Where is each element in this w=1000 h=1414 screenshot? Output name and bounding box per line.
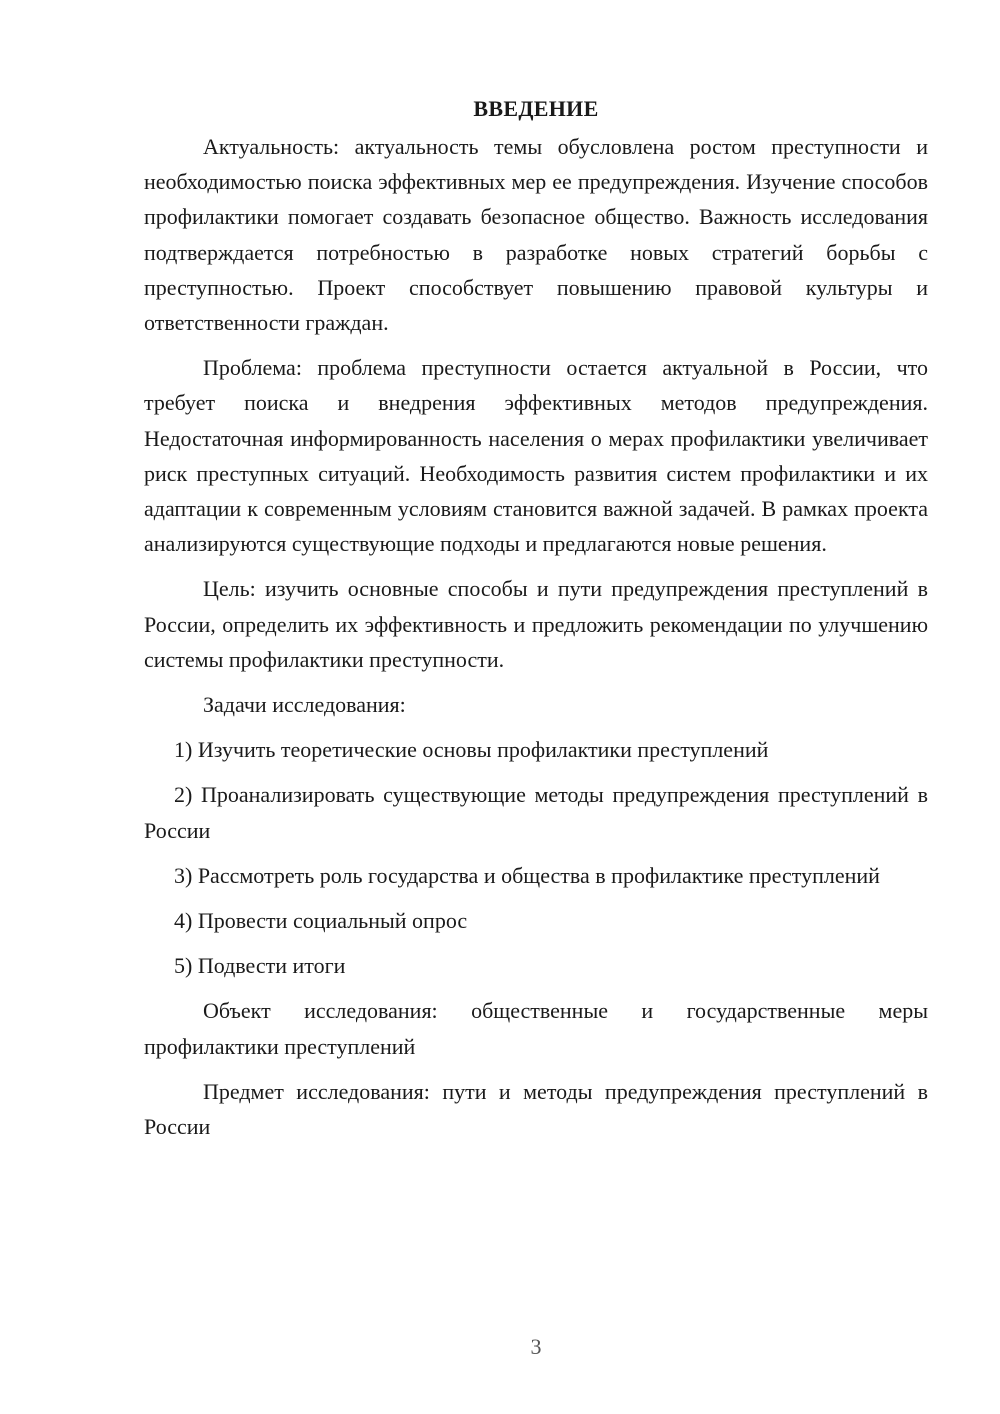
paragraph-object: Объект исследования: общественные и государственные меры профилактики преступлений xyxy=(144,998,928,1059)
paragraph-goal: Цель: изучить основные способы и пути предупреждения преступлений в России, определить их эффективность и предложить рекомендации по улучшению системы профилактики преступности. xyxy=(144,576,928,672)
task-item-1: 1) Изучить теоретические основы профилактики преступлений xyxy=(174,737,769,763)
paragraph-problem: Проблема: проблема преступности остается актуальной в России, что требует поиска и внедрения эффективных методов предупреждения. Недостаточная информированность населения о мерах профилактики увеличивает риск преступных ситуаций. Необходимость развития систем профилактики и их адаптации к современным условиям становится важной задачей. В рамках проекта анализируются существующие подходы и предлагаются новые решения. xyxy=(144,355,928,557)
task-item-5: 5) Подвести итоги xyxy=(174,953,346,979)
section-heading: ВВЕДЕНИЕ xyxy=(473,96,599,121)
task-item-2: 2) Проанализировать существующие методы предупреждения преступлений в России xyxy=(144,782,928,843)
page-number: 3 xyxy=(530,1334,542,1359)
tasks-heading: Задачи исследования: xyxy=(203,692,406,718)
task-item-4: 4) Провести социальный опрос xyxy=(174,908,468,934)
paragraph-relevance: Актуальность: актуальность темы обусловлена ростом преступности и необходимостью поиска эффективных мер ее предупреждения. Изучение способов профилактики помогает создавать безопасное общество. Важность исследования подтверждается потребностью в разработке новых стратегий борьбы с преступностью. Проект способствует повышению правовой культуры и ответственности граждан. xyxy=(144,134,928,336)
paragraph-subject: Предмет исследования: пути и методы предупреждения преступлений в России xyxy=(144,1078,928,1140)
task-item-3: 3) Рассмотреть роль государства и общества в профилактике преступлений xyxy=(174,862,880,888)
document-page xyxy=(144,92,928,1154)
